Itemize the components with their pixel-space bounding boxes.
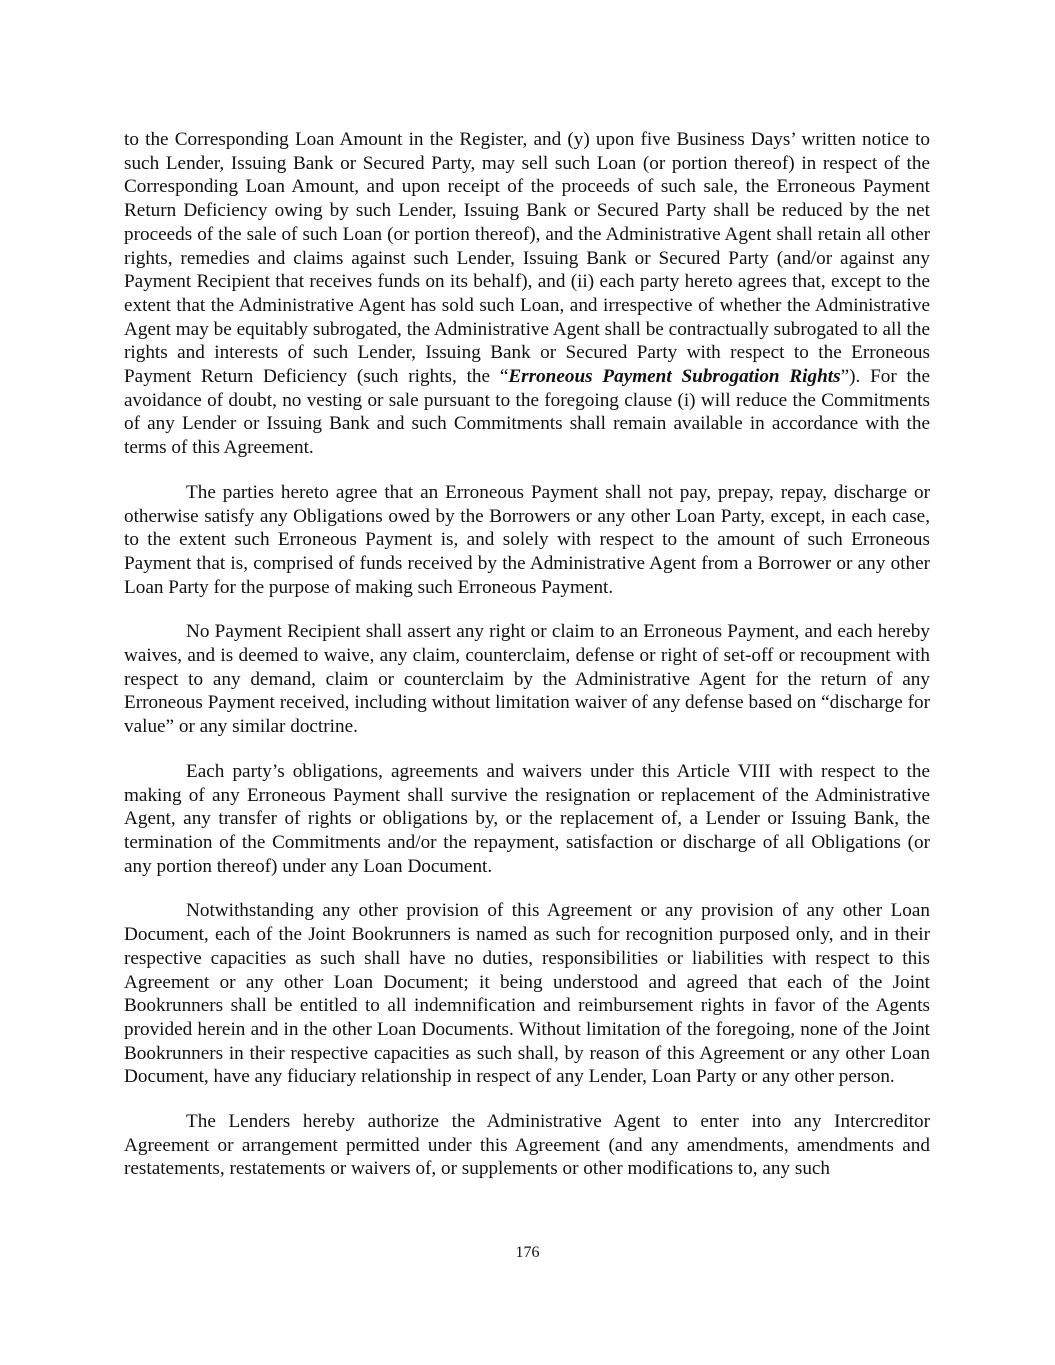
paragraph-survival: Each party’s obligations, agreements and waivers under this Article VIII with respect to the making of any Erroneous Payment shall survive the resignation or replacement of the Administrative Agent, any transfer of rights or obligations by, or the replacement of, a Lender or Issuing Bank, the termination of the Commitments and/or the repayment, satisfaction or discharge of all Obligations (or any portion thereof) under any Loan Document. [124,760,930,877]
paragraph-joint-bookrunners: Notwithstanding any other provision of this Agreement or any provision of any other Loan Document, each of the Joint Bookrunners is named as such for recognition purposed only, and in their respective capacities as such shall have no duties, responsibilities or liabilities with respect to this Agreement or any other Loan Document; it being understood and agreed that each of the Joint Bookrunners shall be entitled to all indemnification and reimbursement rights in favor of the Agents provided herein and in the other Loan Documents. Without limitation of the foregoing, none of the Joint Bookrunners in their respective capacities as such shall, by reason of this Agreement or any other Loan Document, have any fiduciary relationship in respect of any Lender, Loan Party or any other person. [124,900,930,1088]
document-body [124,128,930,1181]
paragraph-text: ”). For the avoidance of doubt, no vesting or sale pursuant to the foregoing clause (i) will reduce the Commitments of any Lender or Issuing Bank and such Commitments shall remain available in accordance with the terms of this Agreement. [124,366,930,459]
page-number: 176 [515,1244,540,1261]
paragraph-subrogation [124,128,930,460]
defined-term: Erroneous Payment Subrogation Rights [508,366,841,388]
paragraph-waiver: No Payment Recipient shall assert any right or claim to an Erroneous Payment, and each hereby waives, and is deemed to waive, any claim, counterclaim, defense or right of set-off or recoupment with respect to any demand, claim or counterclaim by the Administrative Agent for the return of any Erroneous Payment received, including without limitation waiver of any defense based on “discharge for value” or any similar doctrine. [124,621,930,738]
paragraph-intercreditor: The Lenders hereby authorize the Administrative Agent to enter into any Intercreditor Agreement or arrangement permitted under this Agreement (and any amendments, amendments and restatements, restatements or waivers of, or supplements or other modifications to, any such [124,1111,930,1180]
paragraph-no-discharge: The parties hereto agree that an Erroneous Payment shall not pay, prepay, repay, discharge or otherwise satisfy any Obligations owed by the Borrowers or any other Loan Party, except, in each case, to the extent such Erroneous Payment is, and solely with respect to the amount of such Erroneous Payment that is, comprised of funds received by the Administrative Agent from a Borrower or any other Loan Party for the purpose of making such Erroneous Payment. [124,481,930,598]
paragraph-text: to the Corresponding Loan Amount in the Register, and (y) upon five Business Days’ written notice to such Lender, Issuing Bank or Secured Party, may sell such Loan (or portion thereof) in respect of the Corresponding Loan Amount, and upon receipt of the proceeds of such sale, the Erroneous Payment Return Deficiency owing by such Lender, Issuing Bank or Secured Party shall be reduced by the net proceeds of the sale of such Loan (or portion thereof), and the Administrative Agent shall retain all other rights, remedies and claims against such Lender, Issuing Bank or Secured Party (and/or against any Payment Recipient that receives funds on its behalf), and (ii) each party hereto agrees that, except to the extent that the Administrative Agent has sold such Loan, and irrespective of whether the Administrative Agent may be equitably subrogated, the Administrative Agent shall be contractually subrogated to all the rights and interests of such Lender, Issuing Bank or Secured Party with respect to the Erroneous Payment Return Deficiency (such rights, the “ [124,129,930,388]
